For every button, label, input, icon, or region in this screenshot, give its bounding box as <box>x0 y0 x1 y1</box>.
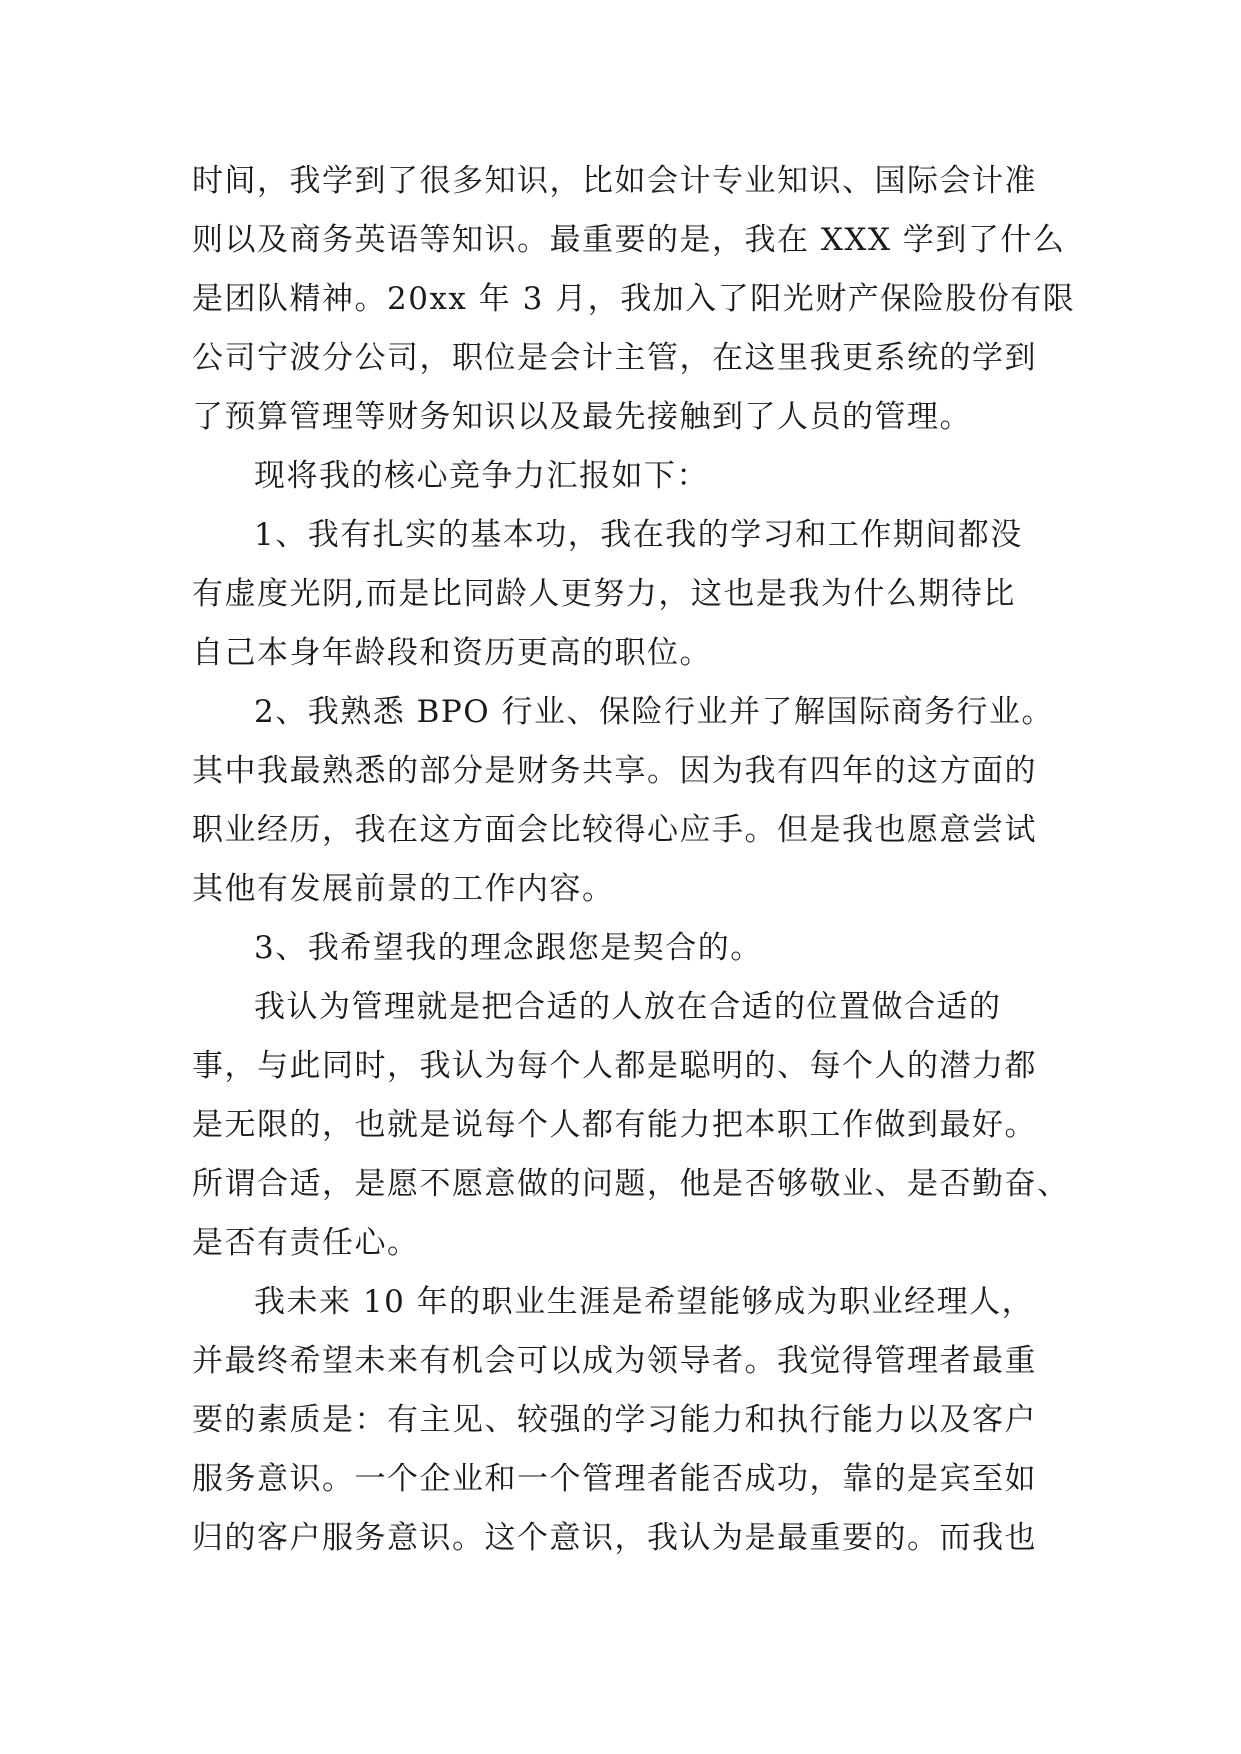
text-line: 是否有责任心。 <box>192 1225 420 1261</box>
text-line: 3、我希望我的理念跟您是契合的。 <box>254 930 763 966</box>
document-body <box>192 152 1076 1568</box>
text-line: 公司宁波分公司，职位是会计主管，在这里我更系统的学到 <box>192 340 1037 376</box>
text-line: 时间，我学到了很多知识，比如会计专业知识、国际会计准 <box>192 163 1037 199</box>
text-line: 并最终希望未来有机会可以成为领导者。我觉得管理者最重 <box>192 1343 1037 1379</box>
text-line: 是无限的，也就是说每个人都有能力把本职工作做到最好。 <box>192 1107 1037 1143</box>
text-line: 了预算管理等财务知识以及最先接触到了人员的管理。 <box>192 399 972 435</box>
text-line: 职业经历，我在这方面会比较得心应手。但是我也愿意尝试 <box>192 812 1037 848</box>
text-line: 我未来 10 年的职业生涯是希望能够成为职业经理人， <box>254 1284 1035 1320</box>
text-line: 自己本身年龄段和资历更高的职位。 <box>192 635 712 671</box>
text-line: 归的客户服务意识。这个意识，我认为是最重要的。而我也 <box>192 1520 1037 1556</box>
text-line: 有虚度光阴,而是比同龄人更努力，这也是我为什么期待比 <box>192 576 1016 612</box>
text-line: 2、我熟悉 BPO 行业、保险行业并了解国际商务行业。 <box>254 694 1054 730</box>
text-line: 事，与此同时，我认为每个人都是聪明的、每个人的潜力都 <box>192 1048 1037 1084</box>
text-line: 服务意识。一个企业和一个管理者能否成功，靠的是宾至如 <box>192 1461 1037 1497</box>
text-line: 其他有发展前景的工作内容。 <box>192 871 615 907</box>
text-line: 其中我最熟悉的部分是财务共享。因为我有四年的这方面的 <box>192 753 1037 789</box>
text-line: 则以及商务英语等知识。最重要的是，我在 XXX 学到了什么 <box>192 222 1066 258</box>
text-line: 现将我的核心竞争力汇报如下： <box>254 458 709 494</box>
text-line: 所谓合适，是愿不愿意做的问题，他是否够敬业、是否勤奋、 <box>192 1166 1070 1202</box>
text-line: 是团队精神。20xx 年 3 月，我加入了阳光财产保险股份有限 <box>192 281 1076 317</box>
text-line: 我认为管理就是把合适的人放在合适的位置做合适的 <box>254 989 1002 1025</box>
text-line: 1、我有扎实的基本功，我在我的学习和工作期间都没 <box>254 517 1023 553</box>
text-line: 要的素质是：有主见、较强的学习能力和执行能力以及客户 <box>192 1402 1037 1438</box>
